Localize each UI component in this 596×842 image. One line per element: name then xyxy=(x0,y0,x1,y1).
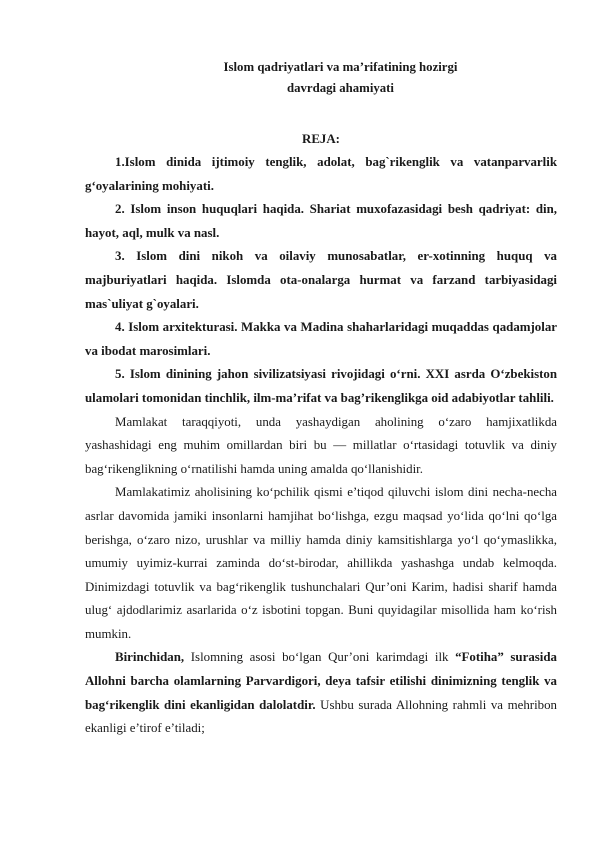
plan-item-5: 5. Islom dinining jahon sivilizatsiyasi rivojidagi o‘rni. XXI asrda O‘zbekiston ulamolari tomonidan tinchlik, ilm-ma’rifat va bag’rikenglikga oid adabiyotlar tahlili. xyxy=(85,367,557,405)
body-paragraph-3 xyxy=(85,646,557,740)
paragraph-3-middle: Islomning asosi bo‘lgan Qur’oni karimdagi ilk xyxy=(184,650,456,665)
paragraph-3-tail: Ushbu surada Allohning rahmli va mehribon ekanligi e’tirof e’tiladi; xyxy=(85,697,557,736)
document-title-line-2: davrdagi ahamiyati xyxy=(286,81,394,95)
plan-item-3: 3. Islom dini nikoh va oilaviy munosabatlar, er-xotinning huquq va majburiyatlari haqida. Islomda ota-onalarga hurmat va farzand tarbiyasidagi mas`uliyat g`oyalari. xyxy=(85,249,557,311)
plan-item-2: 2. Islom inson huquqlari haqida. Shariat muxofazasidagi besh qadriyat: din, hayot, aql, mulk va nasl. xyxy=(85,202,557,240)
document-body xyxy=(85,151,557,741)
body-paragraph-2: Mamlakatimiz aholisining ko‘pchilik qismi e’tiqod qiluvchi islom dini necha-necha asrlar davomida jamiki insonlarni hamjihat bo‘lishga, ezgu maqsad yo‘lida qo‘lni qo‘lga berishga, o‘zaro nizo, urushlar va milliy hamda diniy kamsitishlarga yo‘l qo‘ymaslikka, umumiy uyimiz-kurrai zaminda do‘st-birodar, ahillikda yashashga undab kelmoqda. Dinimizdagi totuvlik va bag‘rikenglik tushunchalari Qur’oni Karim, hadisi sharif hamda ulug‘ ajdodlarimiz asarlarida o‘z isbotini topgan. Buni quyidagilar misollida ham ko‘rish mumkin. xyxy=(85,485,557,641)
paragraph-3-lead: Birinchidan, xyxy=(115,650,185,665)
paragraph-3-emphasis: “Fotiha” surasida Allohni barcha olamlarning Parvardigori, deya tafsir etilishi dinimizning tenglik va bag‘rikenglik dini ekanligidan dalolatdir. xyxy=(85,650,557,712)
plan-item-1: 1.Islom dinida ijtimoiy tenglik, adolat, bag`rikenglik va vatanparvarlik g‘oyalarining mohiyati. xyxy=(85,155,557,193)
plan-item-4: 4. Islom arxitekturasi. Makka va Madina shaharlaridagi muqaddas qadamjolar va ibodat marosimlari. xyxy=(85,320,557,358)
document-title-line-1: Islom qadriyatlari va maʼrifatining hozirgi xyxy=(223,60,458,74)
plan-heading: REJA: xyxy=(302,132,340,146)
body-paragraph-1: Mamlakat taraqqiyoti, unda yashaydigan aholining o‘zaro hamjixatlikda yashashidagi eng muhim omillardan biri bu — millatlar o‘rtasidagi totuvlik va diniy bag‘rikenglikning o‘rnatilishi hamda uning amalda qo‘llanishidir. xyxy=(85,414,557,476)
